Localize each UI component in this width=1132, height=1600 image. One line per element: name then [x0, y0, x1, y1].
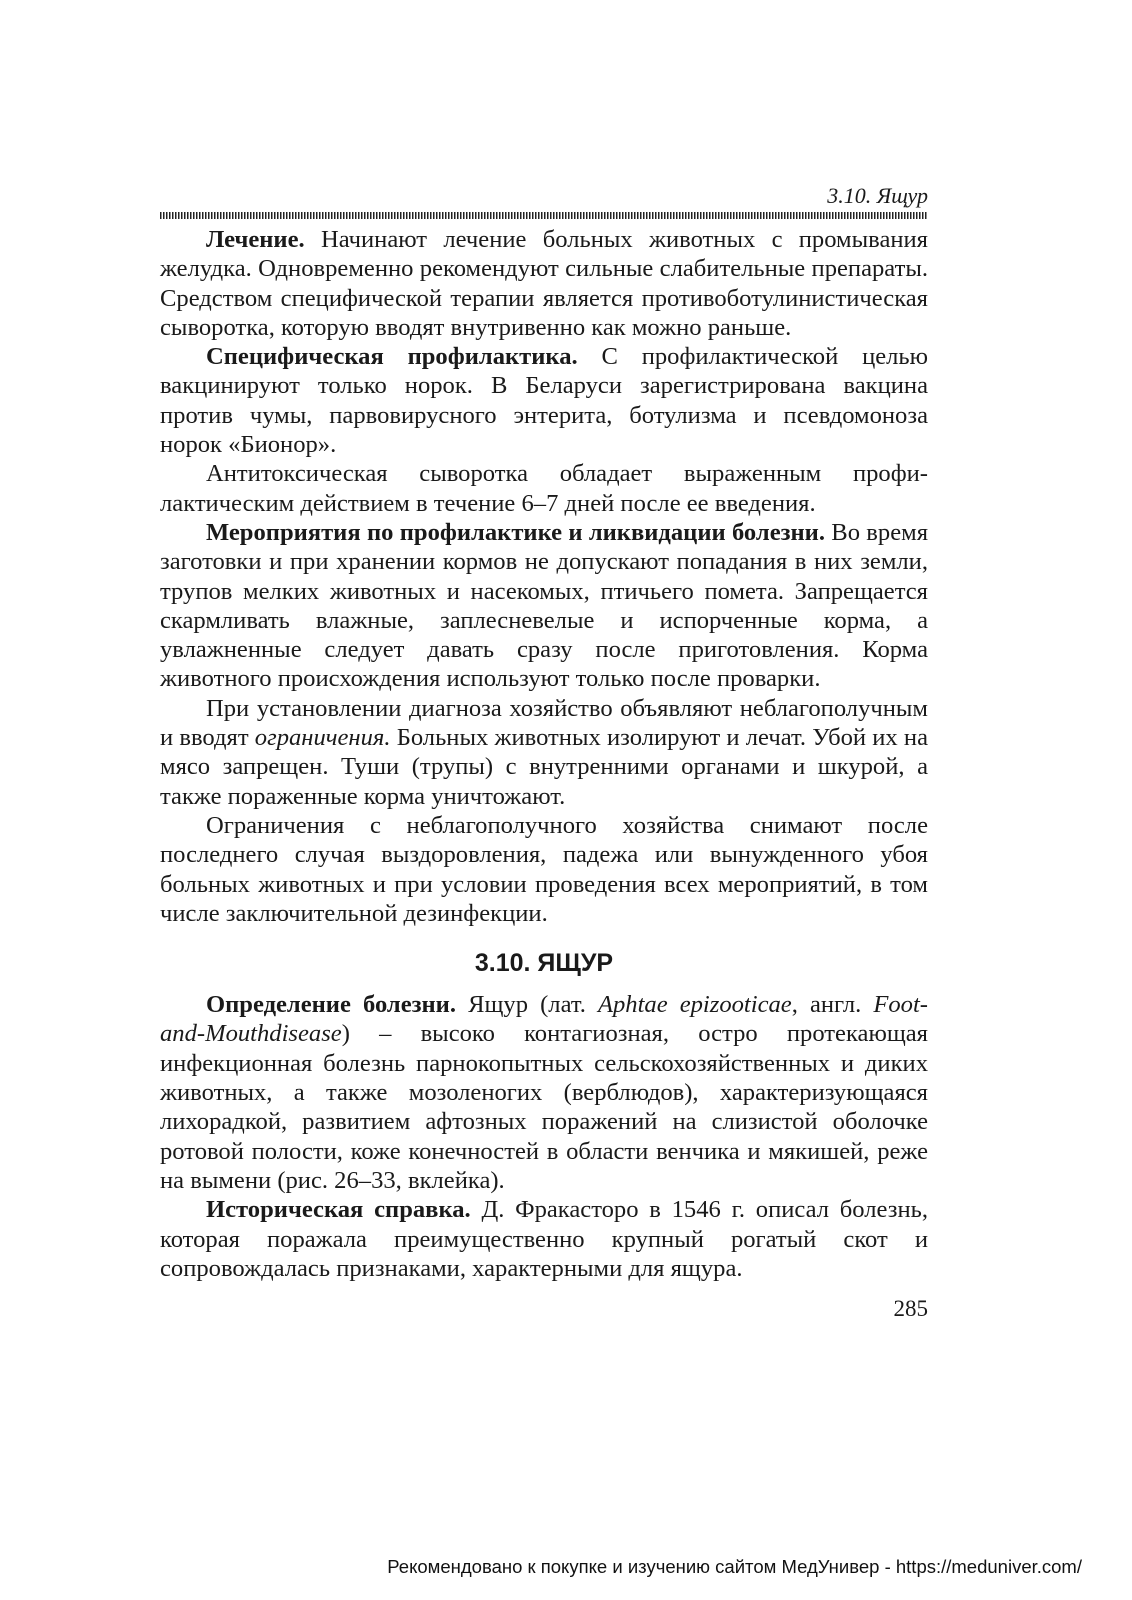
- paragraph-lifting-restrictions: [160, 811, 928, 928]
- paragraph-history: [160, 1195, 928, 1283]
- paragraph-text: Начинают лечение больных животных с промывания желудка. Одновременно рекомендуют сильные слабительные препараты. Средством специфической терапии является противоботулинистическая сыворотка, которую вводят внутривенно как можно раньше.: [160, 226, 928, 341]
- paragraph-text: ) – высоко контагиозная, остро протекающая инфекционная болезнь парнокопытных сельскохозяйственных и диких животных, а также мозоленогих (верблюдов), характеризующаяся лихорадкой, развитием афтозных поражений на слизистой оболочке ротовой полости, коже конечностей в области венчика и мякишей, реже на вымени (рис. 26–33, вклейка).: [160, 1020, 928, 1194]
- paragraph-lead: Историческая справка.: [206, 1196, 471, 1224]
- paragraph-treatment: [160, 225, 928, 342]
- body-text: [160, 225, 928, 1283]
- paragraph-antitoxic-serum: [160, 459, 928, 518]
- paragraph-diagnosis-restrictions: [160, 694, 928, 811]
- paragraph-text: С профилактической целью вакцинируют только норок. В Беларуси зарегистрирована вакцина против чумы, парвовирусного энтерита, ботулизма и псевдомоноза норок «Бионор».: [160, 343, 929, 459]
- paragraph-text: Больных животных изолируют и лечат. Убой их на мясо запрещен. Туши (трупы) с внутренними органами и шкурой, а также пораженные корма уничтожают.: [160, 724, 929, 810]
- paragraph-text: Д. Фракасторо в 1546 г. описал болезнь, которая поражала преимущественно крупный рогатый скот и сопровождалась признаками, характерными для ящура.: [160, 1196, 929, 1282]
- header-rule: [160, 212, 928, 219]
- paragraph-lead: Специфическая профилактика.: [206, 343, 578, 371]
- italic-term: ограничения.: [254, 724, 391, 752]
- paragraph-lead: Определение болезни.: [206, 991, 457, 1019]
- paragraph-text: , англ.: [791, 991, 874, 1019]
- paragraph-text: При установлении диагноза хозяйство объявляют неблагополучным и вводят: [160, 694, 928, 752]
- paragraph-lead: Лечение.: [206, 226, 305, 253]
- page-number: 285: [893, 1296, 928, 1322]
- paragraph-lead: Мероприятия по профилактике и ликвидации болезни.: [206, 518, 825, 546]
- paragraph-prevention-measures: [160, 518, 928, 694]
- book-page: [160, 182, 928, 1323]
- running-head: 3.10. Ящур: [827, 183, 928, 208]
- paragraph-text: Ящур (лат.: [456, 991, 598, 1019]
- latin-name: Aphtae epizooticae: [597, 991, 792, 1019]
- paragraph-specific-prophylaxis: [160, 342, 928, 459]
- paragraph-text: Ограничения с неблагополучного хозяйства снимают после последнего случая выздоровления, падежа или вынужденного убоя больных животных и при условии проведения всех мероприятий, в том числе заключительной дезинфекции.: [160, 811, 928, 927]
- section-title: 3.10. ЯЩУР: [474, 949, 614, 978]
- english-name: Foot-and-Mouthdisease: [160, 991, 928, 1048]
- paragraph-text: Антитоксическая сыворотка обладает выраженным профилактическим действием в течение 6–7 дней после ее введения.: [160, 460, 928, 517]
- paragraph-text: Во время заготовки и при хранении кормов не допускают попадания в них земли, трупов мелких животных и насекомых, птичьего помета. Запрещается скармливать влажные, заплесневелые и испорченные корма, а увлажненные следует давать сразу после приготовления. Корма животного происхождения используют только после проварки.: [160, 518, 929, 693]
- paragraph-disease-definition: [160, 990, 928, 1195]
- footer-recommendation: Рекомендовано к покупке и изучению сайтом МедУнивер - https://meduniver.com/: [387, 1556, 1082, 1577]
